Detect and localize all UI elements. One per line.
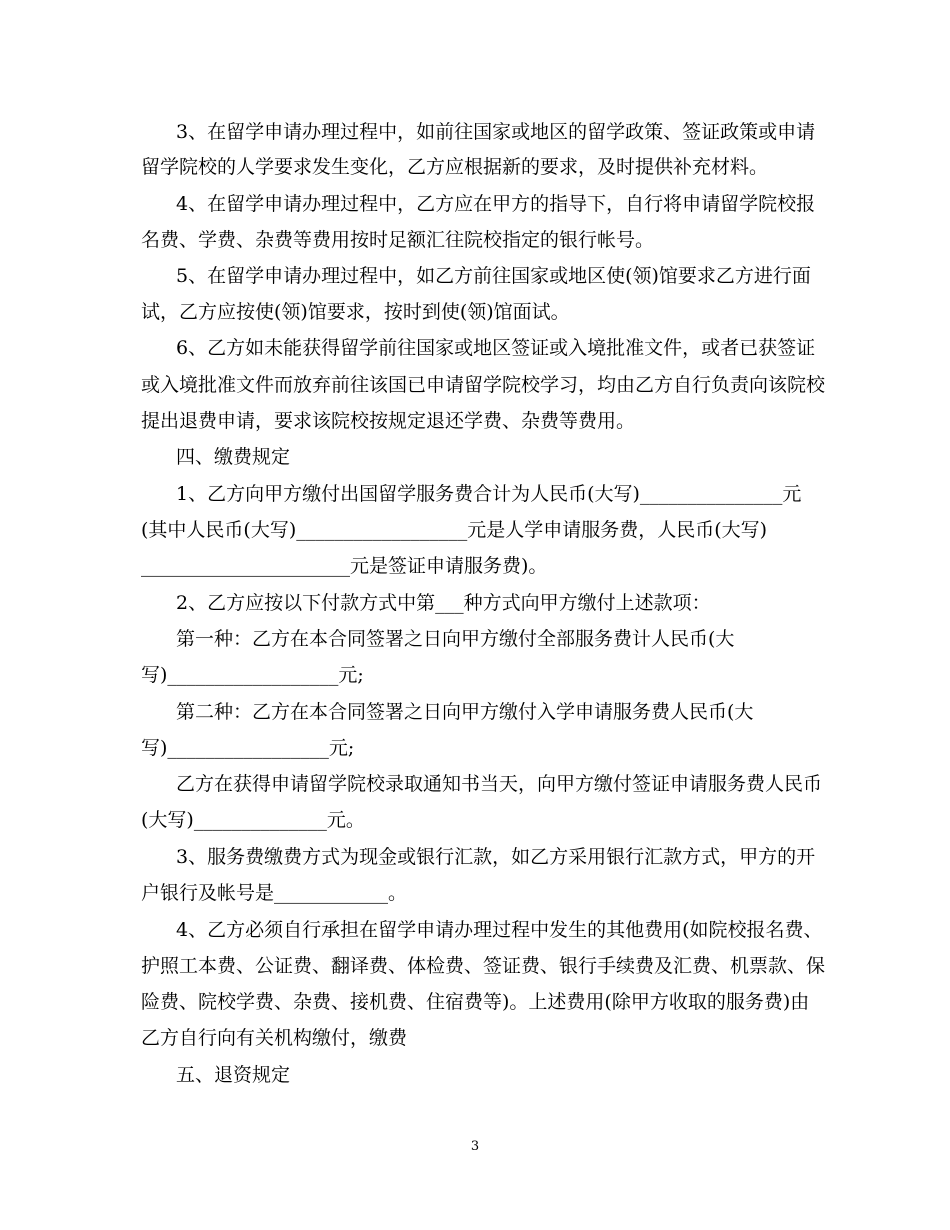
paragraph-line: 5、在留学申请办理过程中，如乙方前往国家或地区使(领)馆要求乙方进行面 (176, 265, 811, 287)
paragraph-line: 险费、院校学费、杂费、接机费、住宿费等)。上述费用(除甲方收取的服务费)由 (141, 991, 810, 1013)
paragraph-line: ______________________元是签证申请服务费)。 (141, 555, 548, 577)
paragraph-line: 6、乙方如未能获得留学前往国家或地区签证或入境批准文件，或者已获签证 (176, 337, 816, 359)
paragraph-line: 写)_________________元; (141, 737, 355, 759)
paragraph-line: 留学院校的人学要求发生变化，乙方应根据新的要求，及时提供补充材料。 (141, 156, 769, 178)
paragraph-line: 4、乙方必须自行承担在留学申请办理过程中发生的其他费用(如院校报名费、 (176, 919, 823, 941)
paragraph-line: 名费、学费、杂费等费用按时足额汇往院校指定的银行帐号。 (141, 229, 655, 251)
paragraph-line: 写)__________________元; (141, 664, 364, 686)
paragraph-line: 试，乙方应按使(领)馆要求，按时到使(领)馆面试。 (141, 301, 570, 323)
paragraph-line: 乙方自行向有关机构缴付，缴费 (141, 1027, 408, 1049)
paragraph-line: 或入境批准文件而放弃前往该国已申请留学院校学习，均由乙方自行负责向该院校 (141, 374, 826, 396)
paragraph-line: 乙方在获得申请留学院校录取通知书当天，向甲方缴付签证申请服务费人民币 (176, 773, 823, 795)
paragraph-line: 3、服务费缴费方式为现金或银行汇款，如乙方采用银行汇款方式，甲方的开 (176, 846, 816, 868)
paragraph-line: (其中人民币(大写)__________________元是人学申请服务费，人民币(大写) (141, 519, 768, 541)
paragraph-line: 4、在留学申请办理过程中，乙方应在甲方的指导下，自行将申请留学院校报 (176, 193, 816, 215)
paragraph-line: 第一种：乙方在本合同签署之日向甲方缴付全部服务费计人民币(大 (176, 628, 735, 650)
paragraph-line: 2、乙方应按以下付款方式中第___种方式向甲方缴付上述款项： (176, 592, 711, 614)
page-number: 3 (470, 1139, 480, 1154)
paragraph-line: 3、在留学申请办理过程中，如前往国家或地区的留学政策、签证政策或申请 (176, 121, 816, 143)
section-heading: 四、缴费规定 (176, 446, 291, 468)
paragraph-line: 提出退费申请，要求该院校按规定退还学费、杂费等费用。 (141, 410, 636, 432)
paragraph-line: 护照工本费、公证费、翻译费、体检费、签证费、银行手续费及汇费、机票款、保 (141, 955, 826, 977)
paragraph-line: 户银行及帐号是____________。 (141, 882, 408, 904)
paragraph-line: 第二种：乙方在本合同签署之日向甲方缴付入学申请服务费人民币(大 (176, 701, 754, 723)
paragraph-line: (大写)______________元。 (141, 809, 365, 831)
section-heading: 五、退资规定 (176, 1064, 291, 1086)
paragraph-line: 1、乙方向甲方缴付出国留学服务费合计为人民币(大写)_______________元 (176, 483, 802, 505)
